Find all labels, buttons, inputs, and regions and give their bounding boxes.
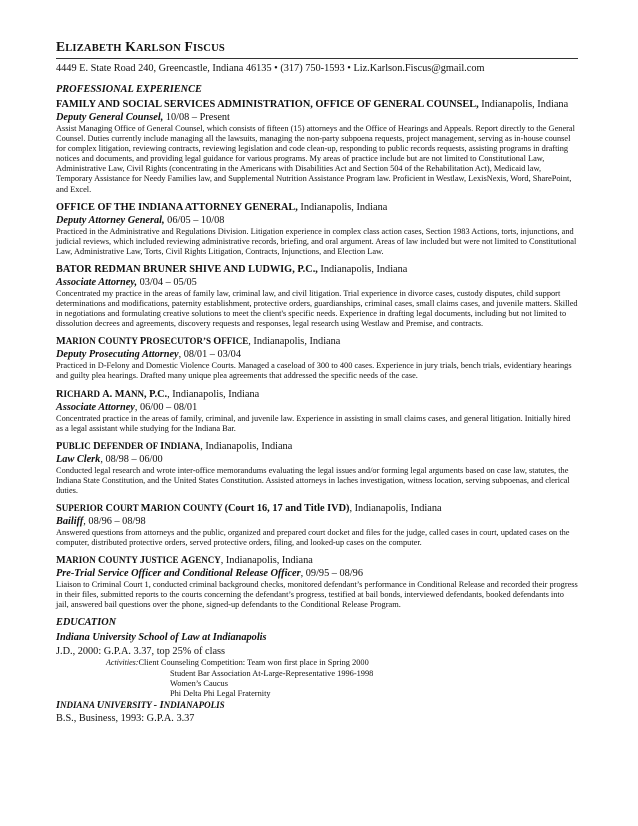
- employer-location: , Indianapolis, Indiana: [248, 336, 341, 348]
- employer-location: , Indianapolis, Indiana: [167, 388, 260, 400]
- employer-smallcaps: NIVERSITY: [104, 699, 154, 710]
- employer-location: , Indianapolis, Indiana: [349, 502, 442, 514]
- activity-item: Student Bar Association At-Large-Representative 1996-1998: [170, 668, 374, 678]
- job-dates: 10/08 – Present: [163, 112, 230, 123]
- employer-smallcaps: NDIANAPOLIS: [163, 699, 225, 710]
- employer-line: [56, 388, 578, 401]
- employer-initial: R: [56, 388, 64, 400]
- header-rule: [56, 58, 578, 59]
- job-title: Associate Attorney,: [56, 276, 138, 288]
- job-title-line: [56, 401, 578, 414]
- employer-smallcaps: OUNTY: [105, 555, 140, 566]
- job-entry: [56, 440, 578, 496]
- candidate-name: ELIZABETH KARLSON FISCUS: [56, 39, 225, 54]
- employer-initial: I: [160, 440, 165, 452]
- education-heading: EDUCATION: [56, 617, 117, 629]
- job-entry: [56, 388, 578, 434]
- job-description: Practiced in the Administrative and Regulations Division. Litigation experience in complex class action cases, Section 1983 Actions, torts, injunctions, and judicial reviews, which included reviewing administrative records, briefing, and oral argument. Areas of law included but were not limited to Constitutional Law, Administrative Law, Torts, Civil Rights Litigation, Contracts, Injunctions, and Election Law.: [56, 226, 577, 256]
- job-description: Concentrated my practice in the areas of family law, criminal law, and civil litigation. Trial experience in divorce cases, custody disputes, child support determinations and modifications, paternity establishment, protective orders, guardianships, criminal cases, small claims cases, and juvenile matters. Skilled in negotiations and formulating creative solutions to meet the client's specific needs. Experience in drafting legal documents, including but not limited to dissolution decrees and agreements, discovery requests and responses, legal research using Westlaw and Premise, and contracts.: [56, 288, 578, 329]
- job-title-line: [56, 111, 578, 124]
- job-title-line: [56, 567, 578, 580]
- job-title-line: [56, 348, 578, 361]
- activity-item: Client Counseling Competition: Team won first place in Spring 2000: [138, 658, 369, 668]
- employer-name: FAMILY AND SOCIAL SERVICES ADMINISTRATION, OFFICE OF GENERAL COUNSEL,: [56, 99, 479, 110]
- employer-line: [56, 98, 578, 111]
- law-degree: J.D., 2000: G.P.A. 3.37, top 25% of class: [56, 646, 226, 658]
- job-dates: , 08/01 – 03/04: [178, 349, 241, 361]
- employer-smallcaps: UBLIC: [62, 440, 94, 451]
- job-dates: , 08/96 – 08/98: [83, 515, 146, 527]
- employer-line: [56, 502, 578, 515]
- activity-item: Phi Delta Phi Legal Fraternity: [170, 688, 271, 698]
- employer-initial: C: [105, 502, 113, 514]
- job-title: Associate Attorney: [56, 401, 135, 413]
- employer-location: , Indianapolis, Indiana: [220, 555, 313, 567]
- job-title-line: [56, 276, 578, 289]
- job-entry: [56, 263, 578, 329]
- employer-name: OFFICE OF THE INDIANA ATTORNEY GENERAL,: [56, 201, 298, 213]
- employer-initial: - I: [153, 699, 164, 711]
- employer-line: [56, 263, 578, 276]
- job-entry: [56, 98, 578, 195]
- employer-initial: C: [97, 336, 106, 348]
- employer-line: [56, 554, 578, 567]
- job-title: Pre-Trial Service Officer and Conditional Release Officer: [56, 568, 301, 580]
- employer-initial: S: [56, 502, 62, 514]
- employer-initial: A: [180, 555, 189, 567]
- employer-smallcaps: GENCY: [188, 555, 221, 566]
- employer-line: [56, 335, 578, 348]
- undergrad-degree: B.S., Business, 1993: G.P.A. 3.37: [56, 712, 195, 724]
- job-description: Conducted legal research and wrote inter-office memorandums evaluating the legal issues and/or forming legal arguments based on case law, statutes, the Indiana State Constitution, and the United States Constitution. Assisted attorneys in laches investigation, witness location, serving subpoenas, and clerical duties.: [56, 465, 570, 495]
- employer-initial: , P.C.: [144, 388, 168, 400]
- job-dates: , 06/00 – 08/01: [134, 401, 198, 413]
- employer-smallcaps: USTICE: [145, 555, 181, 566]
- job-description: Concentrated practice in the areas of family, criminal, and juvenile law. Experience in assisting in small claims cases, and general litigation. Initially hired as a legal assistant while studying for the Indiana Bar.: [56, 413, 571, 433]
- job-title: Deputy Attorney General,: [56, 214, 165, 226]
- employer-initial: I: [56, 699, 61, 711]
- job-dates: , 08/98 – 06/00: [100, 453, 163, 465]
- activities-label: Activities:: [106, 658, 139, 668]
- employer-line: [56, 440, 578, 453]
- job-title: Bailiff: [56, 515, 84, 527]
- employer-initial: M: [56, 336, 66, 348]
- employer-smallcaps: NDIANA: [164, 440, 201, 451]
- employer-initial: M: [56, 555, 66, 567]
- activities-line: [56, 658, 578, 668]
- employer-initial: P: [139, 336, 147, 348]
- employer-location: Indianapolis, Indiana: [317, 263, 408, 275]
- employer-smallcaps: UPERIOR: [61, 502, 106, 513]
- employer-smallcaps: ARION: [65, 336, 98, 347]
- job-entry: [56, 554, 578, 610]
- experience-heading: PROFESSIONAL EXPERIENCE: [56, 84, 202, 95]
- employer-line: [56, 201, 578, 214]
- employer-smallcaps: EFENDER OF: [100, 440, 161, 451]
- job-title-line: [56, 453, 578, 466]
- job-title-line: [56, 214, 578, 227]
- job-description: Answered questions from attorneys and the public, organized and prepared court docket and files for the judge, called cases in court, updated cases on the computer, distributed protective orders, served protective orders, filing, and looked-up cases on the computer.: [56, 527, 570, 548]
- employer-smallcaps: ICHARD: [63, 388, 103, 399]
- employer-smallcaps: FFICE: [221, 336, 249, 347]
- employer-smallcaps: NDIANA: [60, 699, 97, 710]
- employer-location: Indianapolis, Indiana: [478, 99, 569, 110]
- job-dates: 03/04 – 05/05: [137, 276, 197, 288]
- employer-smallcaps: ARION: [65, 555, 98, 566]
- law-school: Indiana University School of Law at Indianapolis: [56, 632, 267, 644]
- employer-court: (Court 16, 17 and Title IVD): [224, 502, 350, 514]
- activity-item: Women’s Caucus: [170, 678, 228, 688]
- job-entry: [56, 502, 578, 548]
- employer-location: , Indianapolis, Indiana: [200, 440, 293, 452]
- job-dates: 06/05 – 10/08: [164, 214, 225, 226]
- job-description: Liaison to Criminal Court 1, conducted criminal background checks, monitored defendant’s performance in Conditional Release and recorded their progress in their files, submitted reports to the courts concerning the defendant’s progress, testified at bail bonds, interviewed defendants, booked defendants into jail, answered bail questions over the phone, signed-up defendants to the Conditional Release Program.: [56, 580, 578, 610]
- employer-smallcaps: OUNTY: [105, 336, 140, 347]
- employer-smallcaps: OURT: [112, 502, 141, 513]
- employer-initial: J: [139, 555, 145, 567]
- job-title-line: [56, 515, 578, 528]
- employer-initial: D: [93, 440, 101, 452]
- employer-smallcaps: OUNTY: [190, 502, 225, 513]
- employer-name: BATOR REDMAN BRUNER SHIVE AND LUDWIG, P.C.,: [56, 263, 318, 275]
- employer-initial: U: [96, 699, 105, 711]
- job-dates: , 09/95 – 08/96: [300, 568, 363, 580]
- experience-list: [56, 98, 578, 610]
- employer-smallcaps: ROSECUTOR’S: [146, 336, 214, 347]
- job-entry: [56, 335, 578, 381]
- employer-smallcaps: ARION: [150, 502, 183, 513]
- employer-smallcaps: ANN: [124, 388, 145, 399]
- employer-initial: A. M: [102, 388, 125, 400]
- job-title: Law Clerk: [56, 453, 101, 465]
- employer-initial: C: [182, 502, 191, 514]
- employer-initial: C: [97, 555, 106, 567]
- employer-initial: O: [213, 336, 222, 348]
- employer-initial: M: [140, 502, 151, 514]
- job-title: Deputy Prosecuting Attorney: [56, 349, 179, 361]
- employer-location: Indianapolis, Indiana: [297, 201, 388, 213]
- contact-line: 4449 E. State Road 240, Greencastle, Indiana 46135 • (317) 750-1593 • Liz.Karlson.Fiscus@gmail.com: [56, 63, 485, 74]
- job-entry: [56, 201, 578, 257]
- undergrad-school: [56, 699, 578, 712]
- employer-initial: P: [56, 440, 63, 452]
- job-title: Deputy General Counsel,: [56, 112, 164, 123]
- job-description: Practiced in D-Felony and Domestic Violence Courts. Managed a caseload of 300 to 400 cases. Experience in jury trials, bench trials, evidentiary hearings and guilty plea hearings. Drafted many unique plea agreements that addressed the specific needs of the case.: [56, 361, 572, 381]
- job-description: Assist Managing Office of General Counsel, which consists of fifteen (15) attorneys and the Office of Hearings and Appeals. Report directly to the General Counsel. Duties currently include managing all the lawsuits, managing the non-party subpoena requests, project management, serving as in-house counsel for complex litigation, reviewing contracts, reviewing legislation and code clean-up, responding to public records requests, assisting programs in drafting notices and documents, and providing legal guidance for various programs. My areas of practice include but are not limited to Constitutional Law, Administrative Law, Civil Rights (concentrating in the Americans with Disabilities Act and Section 504 of the Rehabilitation Act), Medicaid law, Temporary Assistance for Needy Families law, and Supplemental Nutrition Assistance Program law. Proficient in Westlaw, LexisNexis, Word, SharePoint, and Excel.: [56, 124, 575, 194]
